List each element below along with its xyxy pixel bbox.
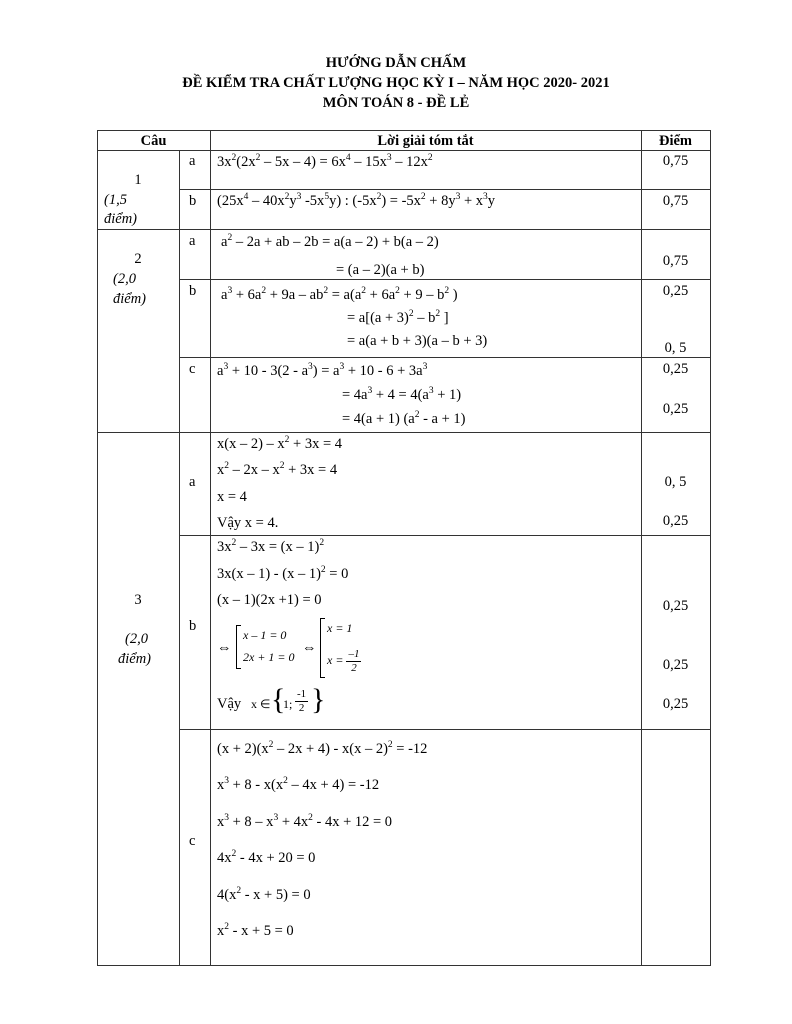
q3a-score-1: 0, 5	[664, 474, 687, 490]
q2b-solution-line2: = $a[(a + 3)^2 - b^2$ ]	[347, 309, 449, 326]
q3-points: (2,0	[125, 631, 148, 647]
q3b-solution-line2: 3x(x – 1) - (x – 1)$^2$ = 0	[217, 565, 349, 582]
q3b-conclusion: Vậy	[217, 696, 242, 712]
q3c-solution-line4: $4x^2 - 4x + 20 = 0$	[217, 849, 316, 866]
q3c-solution-line6: $x^2 - x + 5 = 0$	[217, 922, 294, 939]
q3b-score-3: 0,25	[662, 696, 689, 712]
system1-eq1: x – 1 = 0	[243, 628, 287, 642]
q2a-score: 0,75	[662, 253, 689, 269]
col-header-loigiai: Lời giải tóm tắt	[377, 133, 474, 149]
q1a-solution: $3x^2(2x^2 - 5x - 4) = 6x^4 - 15x^3 - 12x^2$	[217, 153, 433, 170]
q2c-solution-line1: $a^3 + 10 - 3(2 - a^3) = a^3 + 10 - 6 + 3a^3$	[217, 362, 428, 379]
q3-number: 3	[134, 592, 142, 608]
q3b-set-fraction: $\frac{-1}{2}$	[297, 688, 307, 714]
system1-eq2: 2x + 1 = 0	[243, 650, 295, 664]
q2b-label: b	[189, 283, 197, 299]
q2b-solution-line1: $a^3 + 6a^2 + 9a - ab^2 = a(a^2 + 6a^2 + 9 - b^2$ )	[221, 286, 458, 303]
q1a-label: a	[189, 153, 196, 169]
q3b-set-prefix: x ∈	[251, 697, 271, 711]
equivalence-arrow-1: ⇔	[217, 640, 232, 656]
q3a-solution-line1: $x(x - 2) - x^2 + 3x = 4$	[217, 435, 343, 452]
q2a-solution-line2: = (a – 2)(a + b)	[336, 262, 425, 278]
q2c-label: c	[189, 361, 196, 377]
q1b-score: 0,75	[662, 193, 689, 209]
q2c-score-2: 0,25	[662, 401, 689, 417]
q2a-label: a	[189, 233, 196, 249]
q3a-solution-line2: $x^2 - 2x - x^2 + 3x = 4$	[217, 461, 338, 478]
q1b-label: b	[189, 193, 197, 209]
q1-points-unit: điểm)	[104, 211, 138, 227]
q3c-solution-line3: $x^3 + 8 - x^3 + 4x^2 - 4x + 12 = 0$	[217, 813, 393, 830]
system-bracket-1	[236, 625, 241, 669]
q1-number: 1	[134, 172, 142, 188]
q2-points: (2,0	[113, 271, 136, 287]
q2c-solution-line3: = 4(a + 1) $(a^2 - a + 1)$	[342, 410, 466, 427]
system2-eq2: x = $\frac{-1}{2}$	[327, 648, 360, 674]
q2c-score-1: 0,25	[662, 361, 689, 377]
doc-subject: MÔN TOÁN 8 - ĐỀ LẺ	[322, 95, 470, 111]
q1a-score: 0,75	[662, 153, 689, 169]
q3a-label: a	[189, 474, 196, 490]
q2b-score-1: 0,25	[662, 283, 689, 299]
system2-eq1: x = 1	[327, 621, 353, 635]
equivalence-arrow-2: ⇔	[302, 640, 317, 656]
q3c-solution-line5: $4(x^2 - x + 5) = 0$	[217, 886, 311, 903]
q3b-score-1: 0,25	[662, 598, 689, 614]
q3c-solution-line2: $x^3 + 8 - x(x^2 - 4x + 4) = -12$	[217, 776, 380, 793]
q3c-label: c	[189, 833, 196, 849]
q3b-solution-line3: (x – 1)(2x +1) = 0	[217, 592, 322, 608]
doc-title: HƯỚNG DẪN CHẤM	[325, 55, 467, 71]
q1b-solution: ($25x^4 - 40x^2y^3$ $-5x^5y$) : $(-5x^2) = -5x^2 + 8y^3 + x^3y$	[217, 192, 496, 209]
q2b-score-2: 0, 5	[664, 340, 687, 356]
q3a-solution-line3: x = 4	[217, 489, 247, 505]
q3b-label: b	[189, 618, 197, 634]
q2a-solution-line1: $a^2 - 2a$ + ab – 2b = a(a – 2) + b(a – 2)	[221, 233, 439, 250]
q2-points-unit: điểm)	[113, 291, 147, 307]
q3c-solution-line1: $(x + 2)(x^2 - 2x + 4) - x(x - 2)^2 = -12$	[217, 740, 428, 757]
col-header-cau: Câu	[140, 133, 167, 149]
q3b-score-2: 0,25	[662, 657, 689, 673]
q3a-solution-line4: Vậy x = 4.	[217, 515, 279, 531]
q3a-score-2: 0,25	[662, 513, 689, 529]
col-header-diem: Điểm	[658, 133, 692, 149]
q2b-solution-line3: = a(a + b + 3)(a – b + 3)	[347, 333, 488, 349]
q2c-solution-line2: = $4a^3 + 4 = 4(a^3 + 1)$	[342, 386, 462, 403]
q3b-set-first: 1;	[283, 697, 293, 711]
q2-number: 2	[134, 251, 142, 267]
doc-subtitle: ĐỀ KIỂM TRA CHẤT LƯỢNG HỌC KỲ I – NĂM HỌC 2020- 2021	[182, 75, 610, 91]
system-bracket-2	[320, 618, 325, 678]
q3-points-unit: điểm)	[118, 651, 152, 667]
q3b-solution-line1: $3x^2 - 3x = (x - 1)^2$	[217, 538, 325, 555]
q1-points: (1,5	[104, 192, 127, 208]
